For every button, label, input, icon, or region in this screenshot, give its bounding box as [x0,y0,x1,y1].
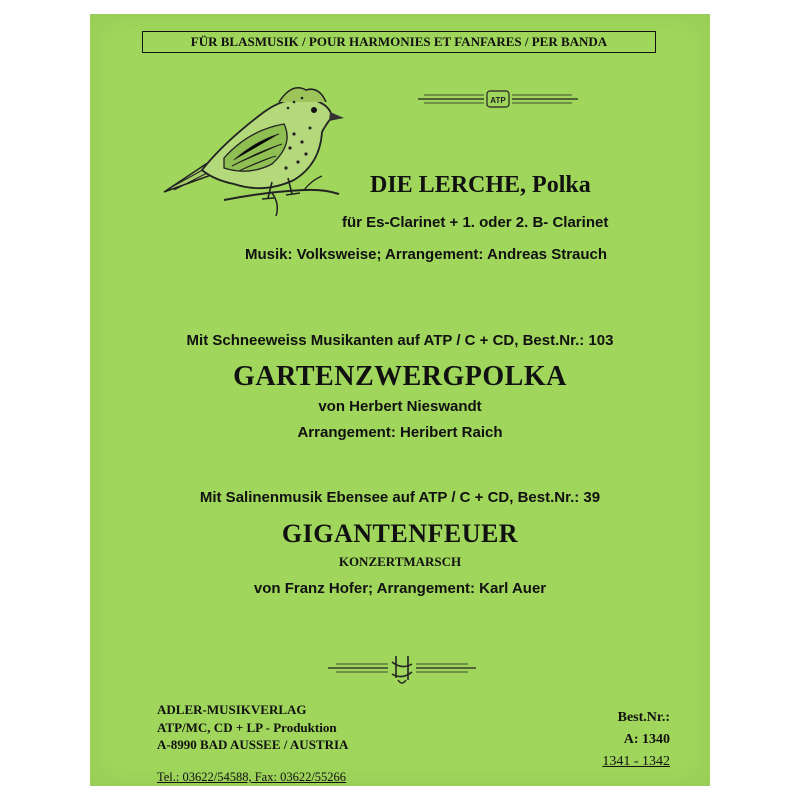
publisher-name: ADLER-MUSIKVERLAG [157,702,307,717]
piece-2-recording: Mit Schneeweiss Musikanten auf ATP / C + CD, Best.Nr.: 103 [186,332,614,349]
order-number-range: 1341 - 1342 [602,754,670,769]
order-number-label: Best.Nr.: [617,710,670,725]
sheet-music-cover [90,14,710,786]
piece-2-title: GARTENZWERGPOLKA [233,361,567,392]
publisher-production: ATP/MC, CD + LP - Produktion [157,720,337,735]
lark-bird-icon [154,72,344,227]
piece-2-arranger: Arrangement: Heribert Raich [297,424,503,441]
piece-1-credits: Musik: Volksweise; Arrangement: Andreas Strauch [245,246,608,263]
piece-2-composer: von Herbert Nieswandt [318,398,482,415]
order-number: A: 1340 [623,732,670,747]
piece-3-title: GIGANTENFEUER [281,519,519,548]
publisher-address: A-8990 BAD AUSSEE / AUSTRIA [157,737,349,752]
piece-1-instrumentation: für Es-Clarinet + 1. oder 2. B- Clarinet [342,214,609,231]
piece-3-subtitle: KONZERTMARSCH [338,554,462,569]
piece-3-recording: Mit Salinenmusik Ebensee auf ATP / C + CD, Best.Nr.: 39 [199,489,601,506]
atp-logo-text: ATP [490,96,506,105]
header-banner: FÜR BLASMUSIK / POUR HARMONIES ET FANFARES / PER BANDA [142,31,656,53]
piece-3-credits: von Franz Hofer; Arrangement: Karl Auer [253,580,547,597]
publisher-contact: Tel.: 03622/54588, Fax: 03622/55266 [157,770,347,784]
piece-1-title: DIE LERCHE, Polka [370,172,591,198]
note-divider-ornament-icon [328,650,476,686]
atp-logo-ornament [418,90,578,108]
